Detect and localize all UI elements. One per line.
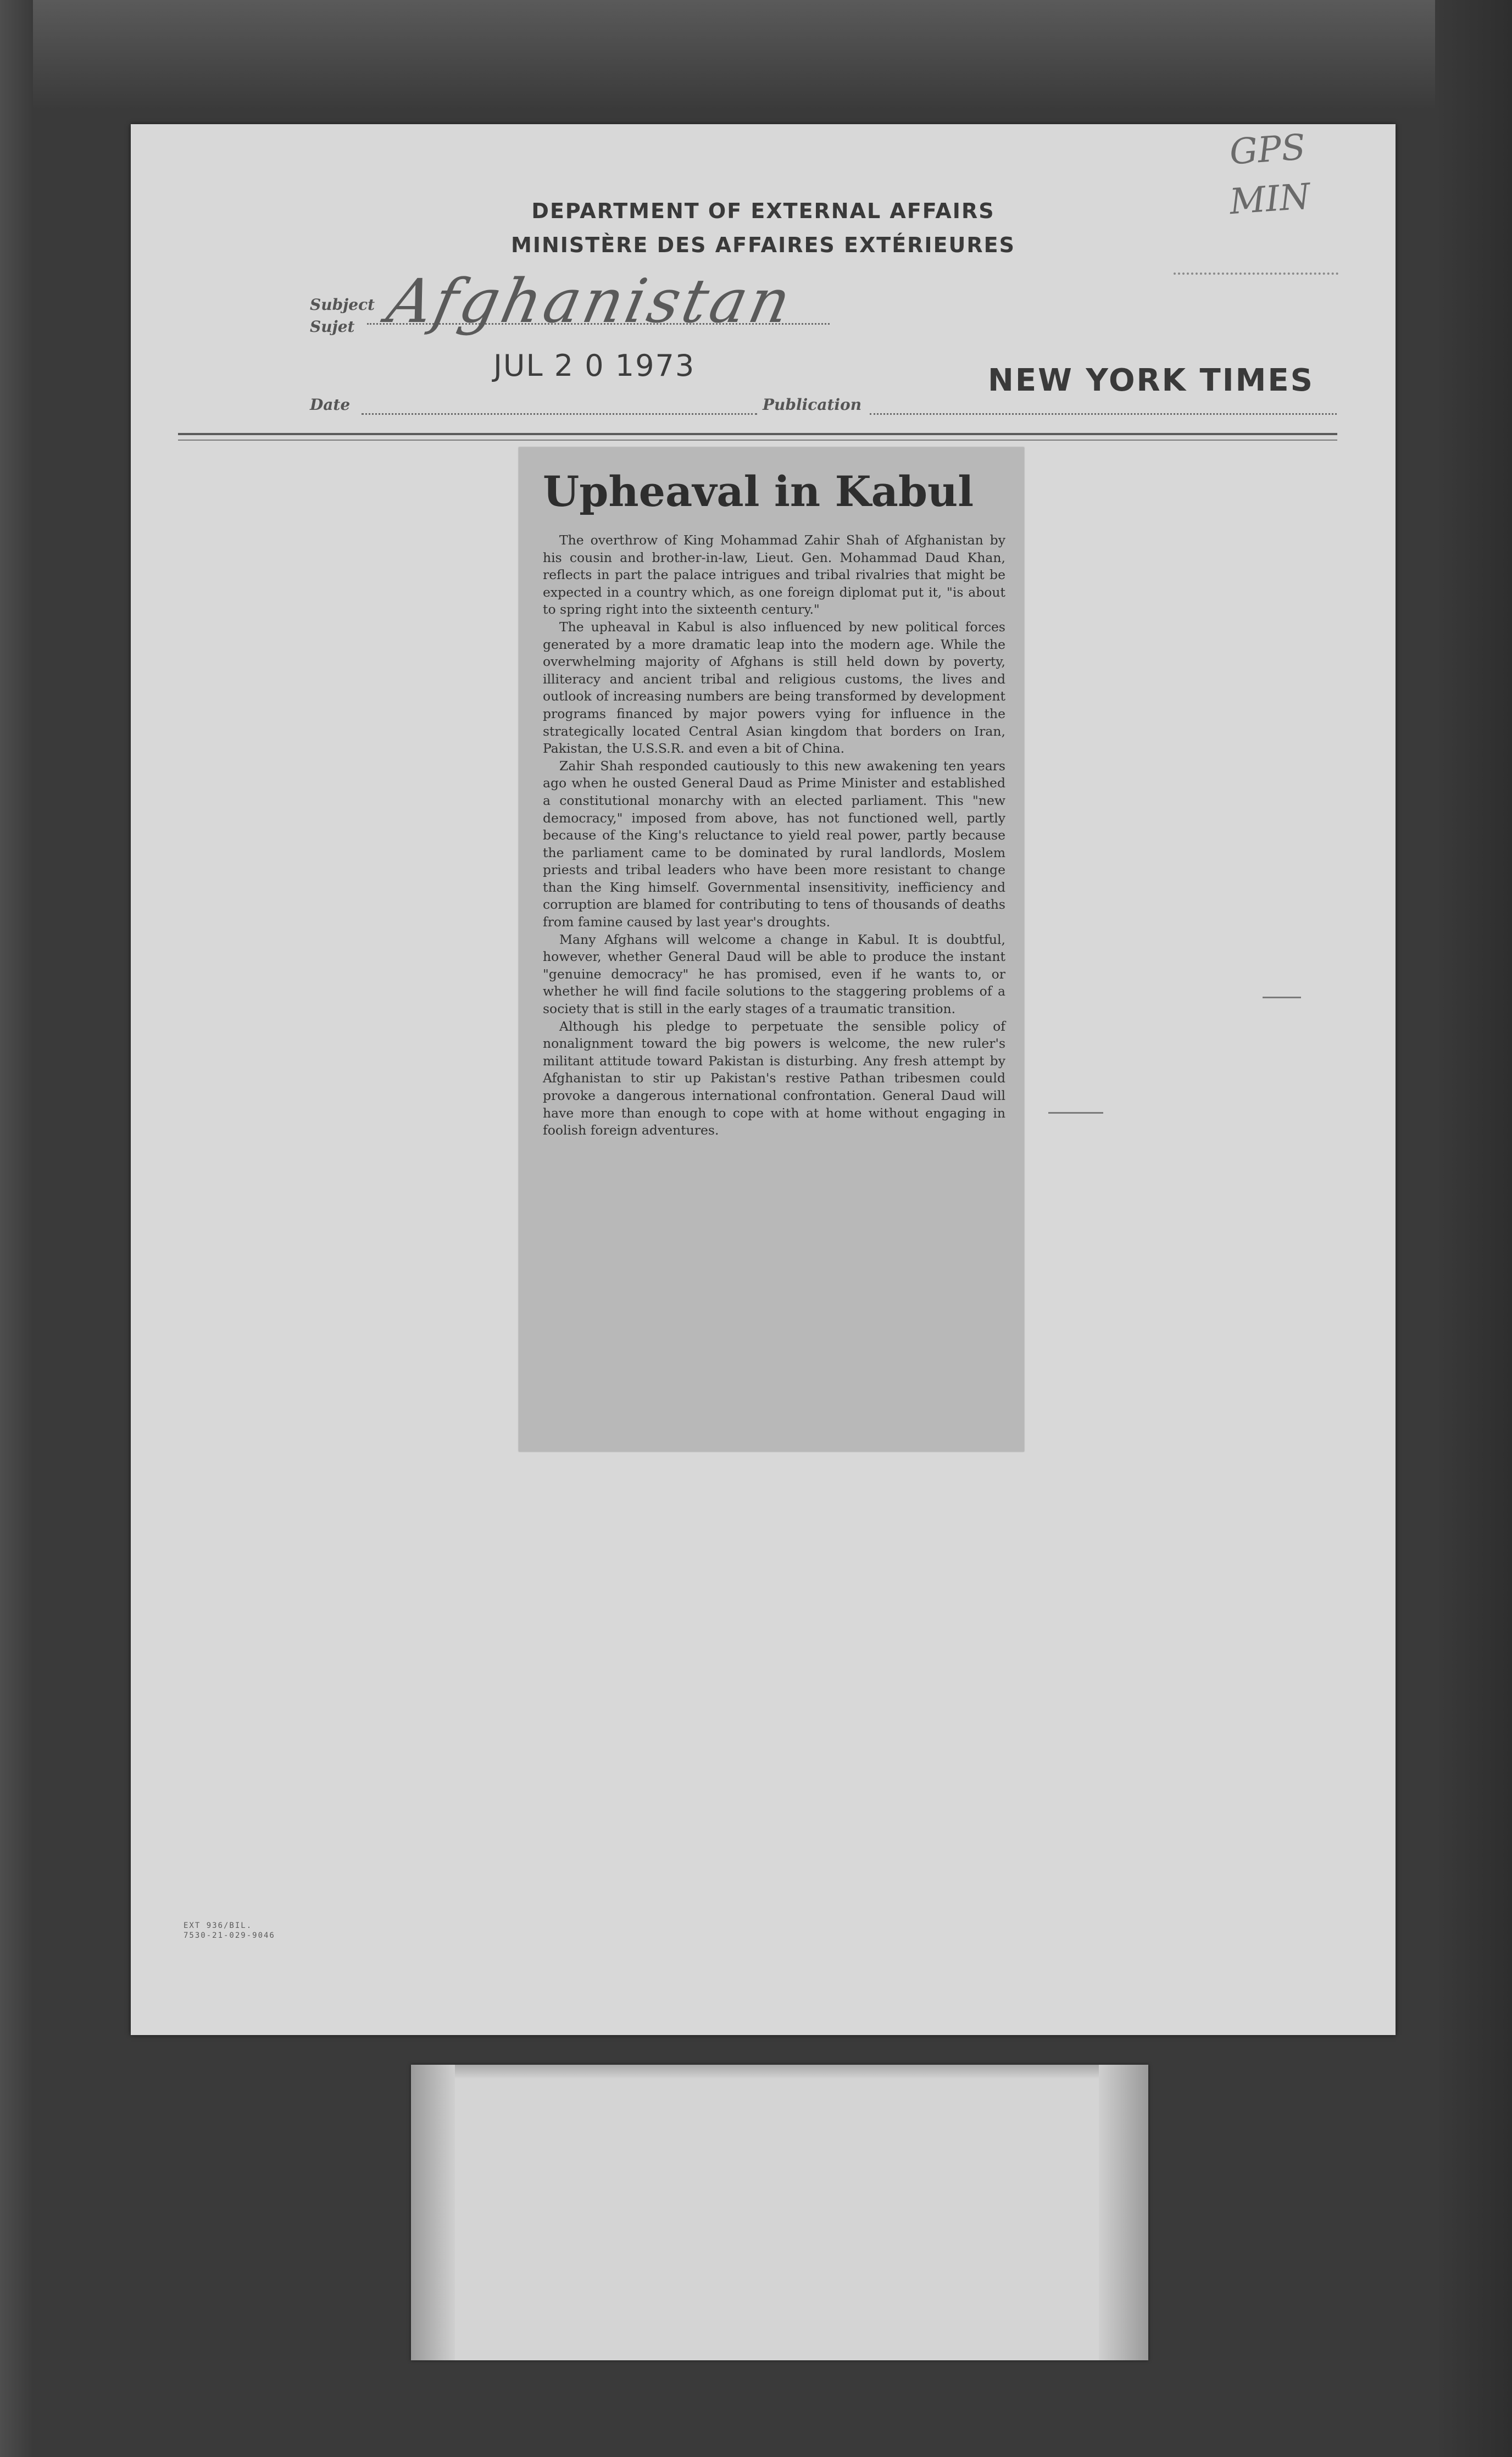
article-headline: Upheaval in Kabul bbox=[543, 467, 974, 516]
subject-label: Subject bbox=[310, 296, 375, 314]
film-border-right bbox=[1435, 0, 1512, 2457]
form-code-line: 7530-21-029-9046 bbox=[184, 1931, 275, 1940]
publication-label: Publication bbox=[763, 396, 862, 414]
article-paragraph: The overthrow of King Mohammad Zahir Shah of Afghanistan by his cousin and brother-in-law, Lieut. Gen. Mohammad Daud Khan, reflects in part the palace intrigues and tribal rivalries that might be expected in a country which, as one foreign diplomat put it, "is about to spring right into the sixteenth century." bbox=[543, 532, 1005, 618]
card-left-edge bbox=[411, 2065, 455, 2360]
department-title-en: DEPARTMENT OF EXTERNAL AFFAIRS bbox=[531, 199, 995, 223]
clipping-form-sheet bbox=[131, 124, 1396, 2035]
article-paragraph: The upheaval in Kabul is also influenced by new political forces generated by a more dramatic leap into the modern age. While the overwhelming majority of Afghans is still held down by poverty, illiteracy and ancient tribal and religious customs, the lives and outlook of increasing numbers are being transformed by development programs financed by major powers vying for influence in the strategically located Central Asian kingdom that borders on Iran, Pakistan, the U.S.S.R. and even a bit of China. bbox=[543, 619, 1005, 757]
sujet-label: Sujet bbox=[310, 318, 355, 336]
annotation-dotted-line bbox=[1174, 273, 1338, 275]
article-body bbox=[543, 532, 1005, 1139]
date-label: Date bbox=[310, 396, 351, 414]
date-dotted-line bbox=[362, 413, 757, 415]
film-border-left bbox=[0, 0, 33, 2457]
microfilm-target-card bbox=[411, 2065, 1148, 2360]
newspaper-clipping bbox=[519, 447, 1024, 1452]
publication-dotted-line bbox=[870, 413, 1337, 415]
margin-mark bbox=[1263, 997, 1301, 998]
film-border-top bbox=[0, 0, 1512, 110]
publication-stamp: NEW YORK TIMES bbox=[988, 363, 1314, 398]
header-rule-thin bbox=[178, 440, 1337, 441]
article-paragraph: Many Afghans will welcome a change in Kabul. It is doubtful, however, whether General Daud will be able to produce the instant "genuine democracy" he has promised, even if he wants to, or whether he will find facile solutions to the staggering problems of a society that is still in the early stages of a traumatic transition. bbox=[543, 931, 1005, 1017]
margin-mark bbox=[1048, 1112, 1103, 1114]
card-top-edge bbox=[411, 2065, 1148, 2079]
department-title-fr: MINISTÈRE DES AFFAIRES EXTÉRIEURES bbox=[511, 233, 1015, 257]
handwritten-annotation-min: MIN bbox=[1228, 176, 1312, 223]
handwritten-annotation-gps: GPS bbox=[1228, 127, 1307, 173]
subject-handwritten-value: Afghanistan bbox=[381, 266, 800, 336]
article-paragraph: Although his pledge to perpetuate the sensible policy of nonalignment toward the big powers is welcome, the new ruler's militant attitude toward Pakistan is disturbing. Any fresh attempt by Afghanistan to stir up Pakistan's restive Pathan tribesmen could provoke a dangerous international confrontation. General Daud will have more than enough to cope with at home without engaging in foolish foreign adventures. bbox=[543, 1018, 1005, 1138]
card-right-edge bbox=[1099, 2065, 1148, 2360]
article-paragraph: Zahir Shah responded cautiously to this new awakening ten years ago when he ousted General Daud as Prime Minister and established a constitutional monarchy with an elected parliament. This "new democracy," imposed from above, has not functioned well, partly because of the King's reluctance to yield real power, partly because the parliament came to be dominated by rural landlords, Moslem priests and tribal leaders who have been more resistant to change than the King himself. Governmental insensitivity, inefficiency and corruption are blamed for contributing to tens of thousands of deaths from famine caused by last year's droughts. bbox=[543, 758, 1005, 930]
form-code bbox=[184, 1921, 275, 1941]
date-stamp: JUL 2 0 1973 bbox=[493, 348, 696, 383]
form-code-line: EXT 936/BIL. bbox=[184, 1921, 253, 1930]
header-rule-thick bbox=[178, 433, 1337, 435]
